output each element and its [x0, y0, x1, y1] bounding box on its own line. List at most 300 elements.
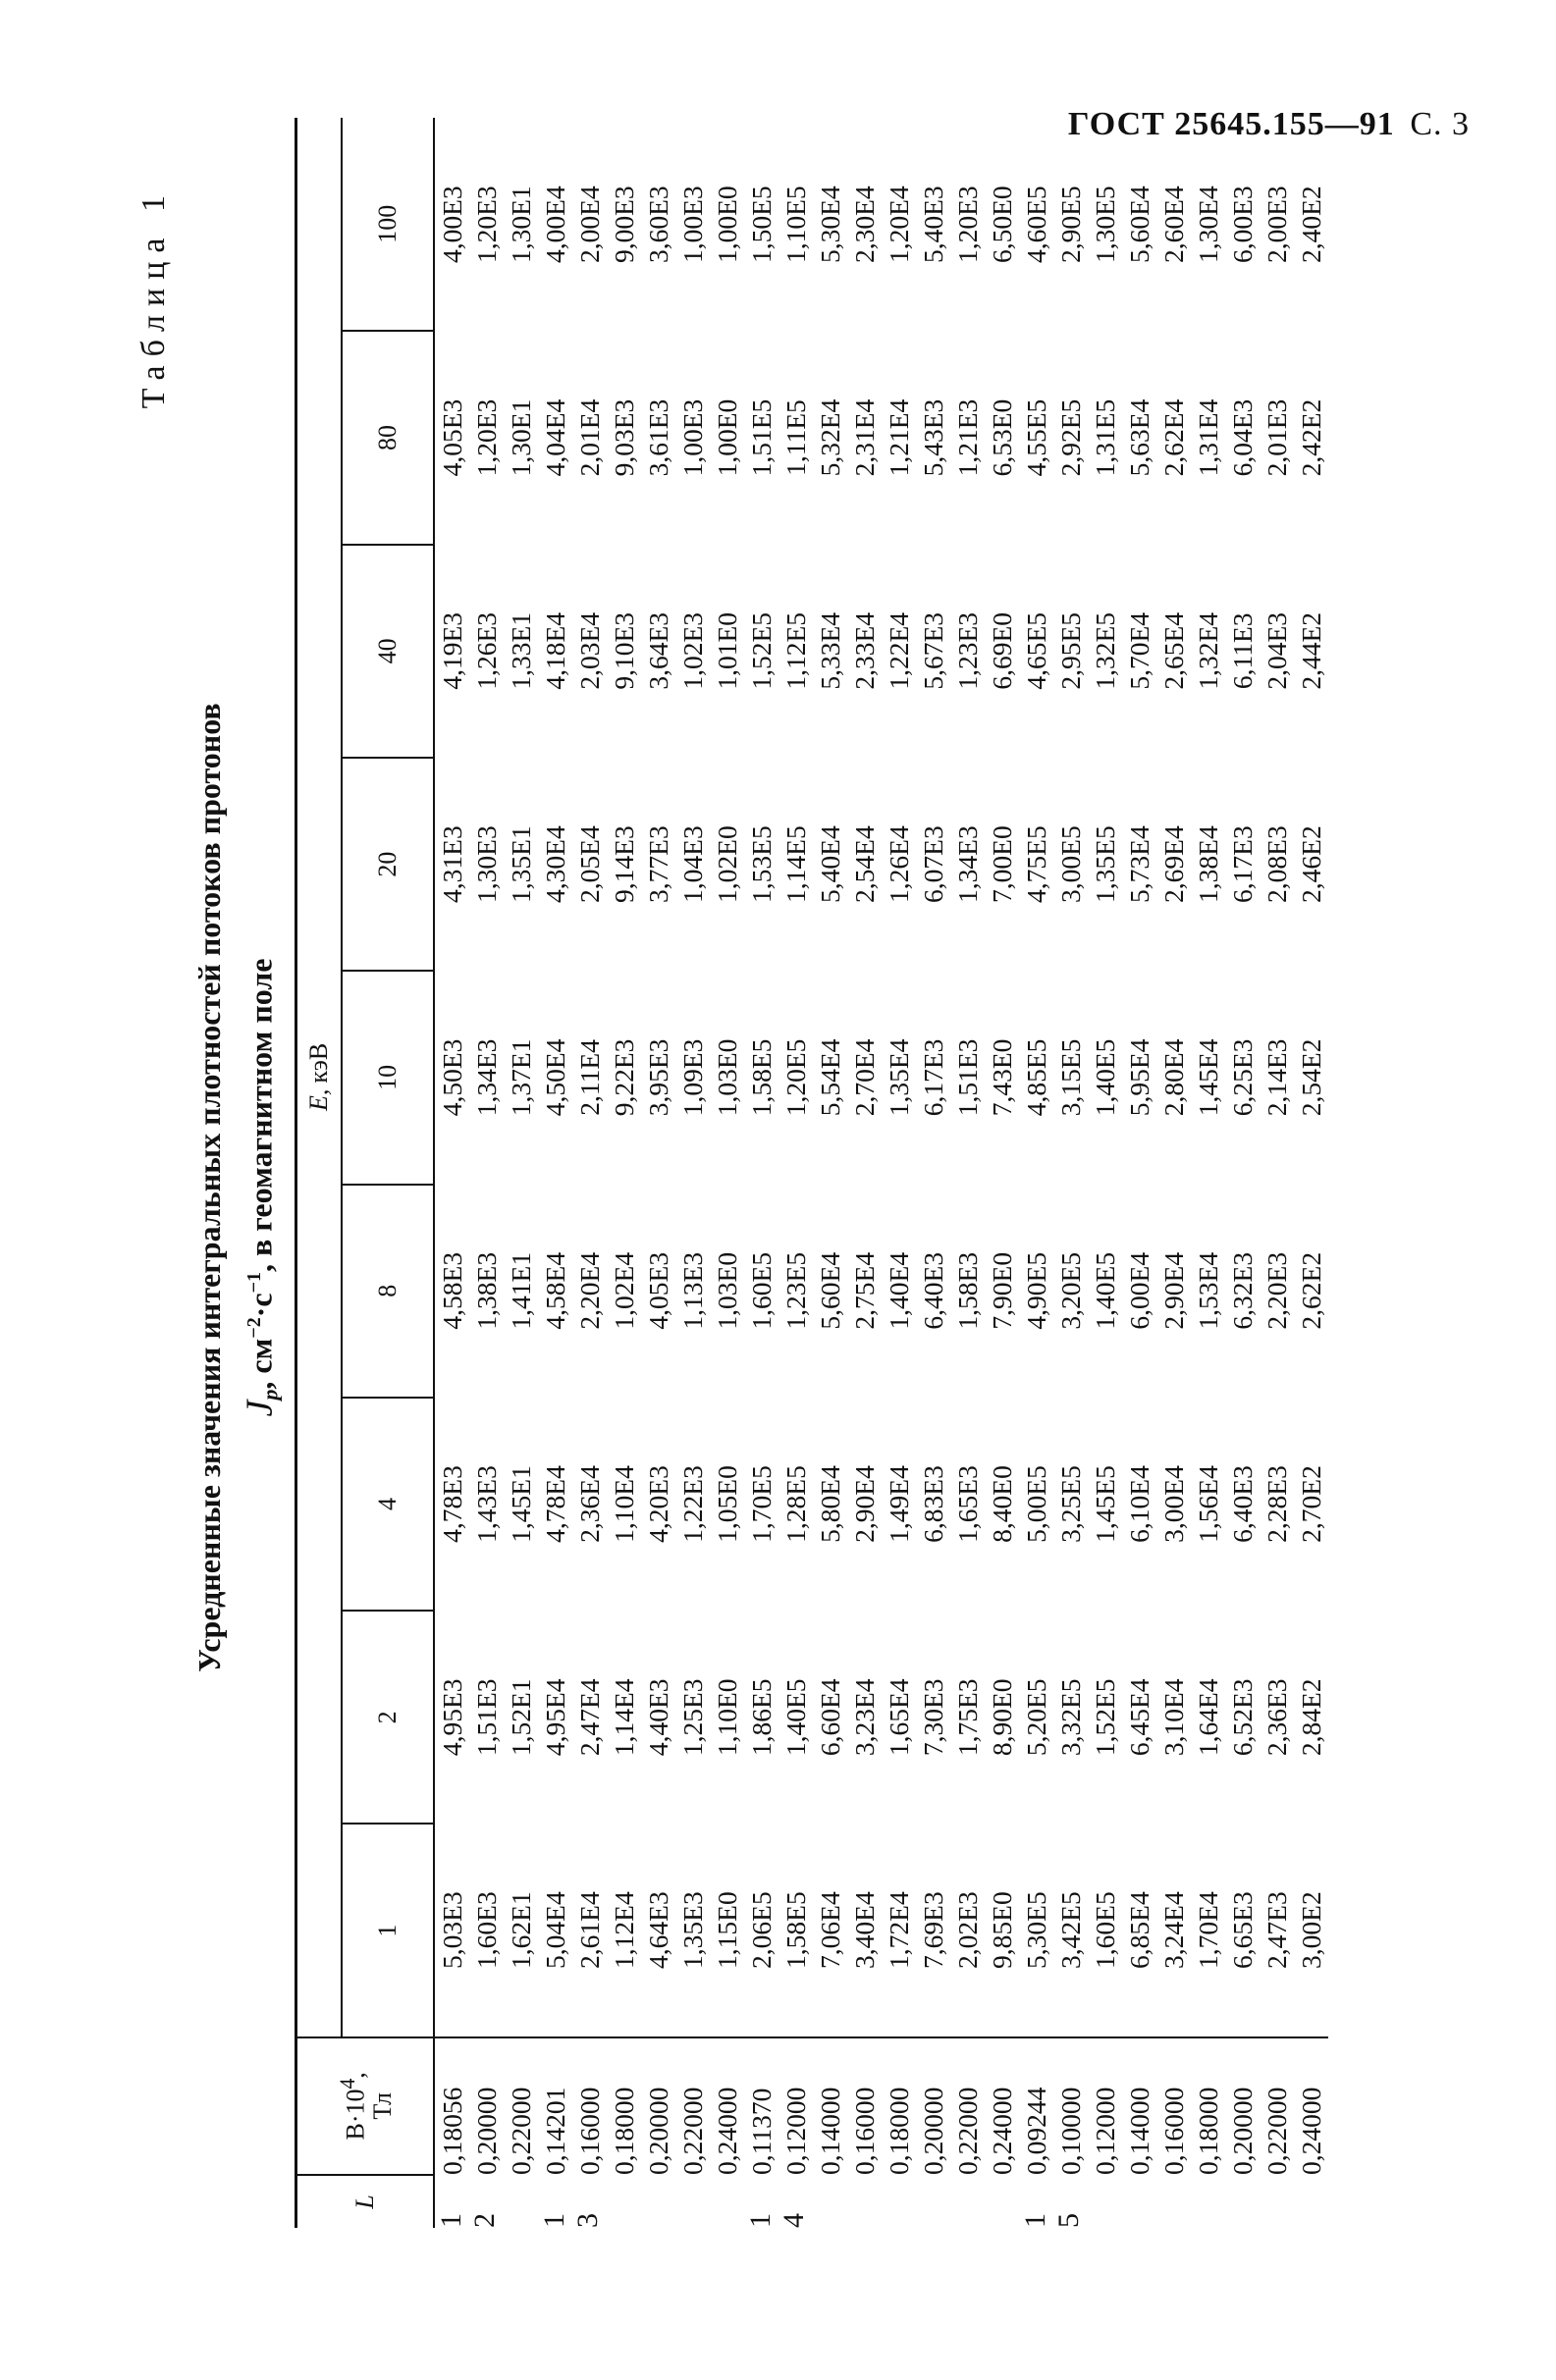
flux-value: 2,47Е3: [1261, 1891, 1292, 1969]
flux-value: 5,40Е3: [918, 185, 948, 264]
caption-line-1: Усредненные значения интегральных плотностей потоков протонов: [191, 703, 227, 1672]
flux-value: 1,26Е3: [471, 611, 502, 690]
flux-value: 1,20Е3: [471, 185, 502, 264]
table-label: Таблица 1: [135, 186, 172, 409]
flux-value: 1,31Е4: [1193, 398, 1223, 477]
b-unit: Тл: [368, 2092, 398, 2120]
energy-header-10: 10: [342, 971, 434, 1184]
flux-value: 1,23Е5: [780, 1251, 811, 1330]
flux-values-cell: [538, 1185, 744, 1398]
flux-value: 2,70Е4: [849, 1038, 880, 1117]
flux-value: 1,26Е4: [884, 825, 914, 903]
flux-value: 4,65Е5: [1021, 611, 1051, 690]
flux-value: 6,04Е3: [1227, 398, 1258, 477]
flux-value: 2,69Е4: [1158, 825, 1189, 903]
flux-value: 7,30Е3: [918, 1678, 948, 1757]
flux-value: 4,00Е3: [437, 185, 467, 264]
proton-flux-table: [295, 118, 1328, 2228]
flux-value: 1,00Е0: [712, 398, 742, 477]
flux-value: 1,58Е5: [746, 1038, 777, 1117]
flux-value: 1,12Е5: [780, 611, 811, 690]
column-header-energy: [296, 118, 343, 2037]
flux-value: 2,40Е2: [1296, 185, 1326, 264]
flux-values-cell: [1019, 331, 1328, 544]
flux-value: 4,55Е5: [1021, 398, 1051, 477]
b-value: 0,18056: [437, 2087, 467, 2175]
energy-header-2: 2: [342, 1611, 434, 1824]
energy-header-4: 4: [342, 1398, 434, 1611]
flux-value: 6,40Е3: [1227, 1465, 1258, 1543]
b-values-cell: [744, 2037, 1019, 2175]
flux-value: 1,72Е4: [884, 1891, 914, 1969]
flux-value: 1,60Е5: [746, 1251, 777, 1330]
flux-values-cell: [744, 1398, 1019, 1611]
flux-value: 4,50Е4: [540, 1038, 570, 1117]
flux-value: 1,02Е4: [609, 1251, 639, 1330]
page-number: С. 3: [1410, 106, 1470, 142]
b-value: 0,18000: [1193, 2087, 1223, 2175]
flux-value: 1,38Е4: [1193, 825, 1223, 903]
flux-value: 2,00Е3: [1261, 185, 1292, 264]
flux-values-cell: [538, 1611, 744, 1824]
flux-value: 1,51Е5: [746, 398, 777, 477]
flux-value: 9,85Е0: [987, 1891, 1017, 1969]
flux-value: 4,00Е4: [540, 185, 570, 264]
flux-value: 9,14Е3: [609, 825, 639, 903]
flux-value: 1,52Е5: [1090, 1678, 1120, 1757]
flux-value: 3,20Е5: [1055, 1251, 1086, 1330]
energy-unit: кэВ: [304, 1042, 333, 1084]
flux-value: 9,22Е3: [609, 1038, 639, 1117]
flux-value: 1,35Е1: [506, 825, 536, 903]
flux-value: 1,02Е0: [712, 825, 742, 903]
flux-value: 2,33Е4: [849, 611, 880, 690]
b-value: 0,20000: [1227, 2087, 1258, 2175]
flux-value: 1,10Е5: [780, 185, 811, 264]
flux-value: 2,90Е5: [1055, 185, 1086, 264]
flux-value: 1,35Е5: [1090, 825, 1120, 903]
flux-value: 4,90Е5: [1021, 1251, 1051, 1330]
flux-value: 1,14Е5: [780, 825, 811, 903]
b-value: 0,22000: [677, 2087, 708, 2175]
b-value: 0,20000: [643, 2087, 673, 2175]
flux-value: 1,45Е5: [1090, 1465, 1120, 1543]
flux-values-cell: [744, 758, 1019, 971]
energy-header-40: 40: [342, 545, 434, 758]
flux-value: 1,58Е3: [952, 1251, 983, 1330]
flux-value: 4,95Е3: [437, 1678, 467, 1757]
flux-value: 2,80Е4: [1158, 1038, 1189, 1117]
flux-value: 1,00Е3: [677, 185, 708, 264]
flux-value: 2,14Е3: [1261, 1038, 1292, 1117]
b-value: 0,16000: [574, 2087, 605, 2175]
caption-exp-2: −1: [243, 1271, 265, 1294]
flux-value: 3,32Е5: [1055, 1678, 1086, 1757]
flux-value: 1,37Е1: [506, 1038, 536, 1117]
b-value: 0,24000: [1296, 2087, 1326, 2175]
flux-value: 4,75Е5: [1021, 825, 1051, 903]
flux-values-cell: [538, 118, 744, 331]
flux-value: 1,51Е3: [952, 1038, 983, 1117]
flux-value: 2,31Е4: [849, 398, 880, 477]
flux-value: 2,01Е4: [574, 398, 605, 477]
caption-symbol: J: [239, 1400, 281, 1417]
flux-value: 2,54Е4: [849, 825, 880, 903]
flux-value: 5,03Е3: [437, 1891, 467, 1969]
column-header-b: [296, 2037, 435, 2175]
table-caption: [187, 118, 294, 2257]
flux-value: 1,30Е1: [506, 398, 536, 477]
flux-value: 6,60Е4: [815, 1678, 845, 1757]
flux-value: 2,36Е4: [574, 1465, 605, 1543]
flux-value: 4,05Е3: [437, 398, 467, 477]
flux-value: 1,49Е4: [884, 1465, 914, 1543]
flux-value: 6,32Е3: [1227, 1251, 1258, 1330]
flux-value: 2,62Е2: [1296, 1251, 1326, 1330]
flux-value: 2,01Е3: [1261, 398, 1292, 477]
flux-value: 4,78Е3: [437, 1465, 467, 1543]
flux-value: 2,05Е4: [574, 825, 605, 903]
flux-value: 1,20Е3: [952, 185, 983, 264]
flux-value: 4,19Е3: [437, 611, 467, 690]
flux-values-cell: [1019, 118, 1328, 331]
flux-value: 5,32Е4: [815, 398, 845, 477]
flux-value: 1,10Е0: [712, 1678, 742, 1757]
flux-value: 1,20Е4: [884, 185, 914, 264]
flux-value: 1,32Е5: [1090, 611, 1120, 690]
flux-value: 1,53Е5: [746, 825, 777, 903]
flux-value: 3,10Е4: [1158, 1678, 1189, 1757]
flux-value: 1,40Е4: [884, 1251, 914, 1330]
flux-values-cell: [744, 971, 1019, 1184]
flux-value: 2,30Е4: [849, 185, 880, 264]
flux-value: 1,05Е0: [712, 1465, 742, 1543]
flux-value: 7,90Е0: [987, 1251, 1017, 1330]
caption-line-2: [232, 118, 294, 2257]
table-row: [434, 118, 538, 2228]
flux-values-cell: [538, 331, 744, 544]
flux-values-cell: [1019, 1824, 1328, 2036]
caption-units-post: , в геомагнитном поле: [242, 958, 279, 1272]
flux-values-cell: [538, 1398, 744, 1611]
flux-values-cell: [744, 331, 1019, 544]
b-values-cell: [538, 2037, 744, 2175]
flux-value: 6,00Е4: [1124, 1251, 1154, 1330]
flux-value: 3,24Е4: [1158, 1891, 1189, 1969]
flux-value: 1,02Е3: [677, 611, 708, 690]
flux-value: 2,47Е4: [574, 1678, 605, 1757]
flux-values-cell: [744, 1611, 1019, 1824]
b-value: 0,10000: [1055, 2087, 1086, 2175]
flux-value: 5,40Е4: [815, 825, 845, 903]
header-row-1: [296, 118, 343, 2228]
flux-value: 6,69Е0: [987, 611, 1017, 690]
flux-value: 5,43Е3: [918, 398, 948, 477]
b-value: 0,18000: [609, 2087, 639, 2175]
flux-value: 2,44Е2: [1296, 611, 1326, 690]
flux-value: 3,25Е5: [1055, 1465, 1086, 1543]
flux-value: 1,40Е5: [1090, 1251, 1120, 1330]
flux-value: 1,11Е5: [780, 399, 811, 476]
b-value: 0,09244: [1021, 2087, 1051, 2175]
flux-value: 9,00Е3: [609, 185, 639, 264]
flux-values-cell: [1019, 1398, 1328, 1611]
flux-value: 4,05Е3: [643, 1251, 673, 1330]
flux-value: 2,03Е4: [574, 611, 605, 690]
flux-value: 2,02Е3: [952, 1891, 983, 1969]
b-value: 0,14000: [815, 2087, 845, 2175]
caption-units-pre: , см: [242, 1338, 279, 1390]
energy-header-100: 100: [342, 118, 434, 331]
flux-value: 1,56Е4: [1193, 1465, 1223, 1543]
flux-value: 5,60Е4: [815, 1251, 845, 1330]
flux-value: 4,04Е4: [540, 398, 570, 477]
l-value: 1 2: [435, 2207, 501, 2228]
flux-value: 1,34Е3: [471, 1038, 502, 1117]
flux-value: 6,85Е4: [1124, 1891, 1154, 1969]
flux-value: 7,43Е0: [987, 1038, 1017, 1117]
flux-values-cell: [1019, 971, 1328, 1184]
flux-value: 6,25Е3: [1227, 1038, 1258, 1117]
b-value: 0,22000: [506, 2087, 536, 2175]
flux-values-cell: [1019, 1185, 1328, 1398]
flux-values-cell: [434, 1398, 538, 1611]
flux-value: 6,50Е0: [987, 185, 1017, 264]
flux-values-cell: [538, 971, 744, 1184]
flux-value: 1,09Е3: [677, 1038, 708, 1117]
flux-values-cell: [744, 545, 1019, 758]
flux-value: 2,61Е4: [574, 1891, 605, 1969]
flux-value: 1,65Е4: [884, 1678, 914, 1757]
flux-value: 4,50Е3: [437, 1038, 467, 1117]
flux-value: 1,10Е4: [609, 1465, 639, 1543]
flux-values-cell: [1019, 758, 1328, 971]
flux-value: 6,52Е3: [1227, 1678, 1258, 1757]
flux-value: 1,30Е5: [1090, 185, 1120, 264]
flux-value: 8,90Е0: [987, 1678, 1017, 1757]
flux-value: 2,20Е4: [574, 1251, 605, 1330]
column-header-l: L: [296, 2175, 435, 2228]
flux-value: 1,60Е5: [1090, 1891, 1120, 1969]
flux-value: 1,22Е3: [677, 1465, 708, 1543]
flux-value: 6,45Е4: [1124, 1678, 1154, 1757]
flux-value: 1,50Е5: [746, 185, 777, 264]
caption-units-mid: ·с: [242, 1293, 279, 1318]
flux-value: 3,00Е2: [1296, 1891, 1326, 1969]
flux-value: 4,18Е4: [540, 611, 570, 690]
flux-value: 1,60Е3: [471, 1891, 502, 1969]
flux-value: 2,42Е2: [1296, 398, 1326, 477]
flux-value: 2,84Е2: [1296, 1678, 1326, 1757]
flux-value: 4,58Е3: [437, 1251, 467, 1330]
flux-value: 1,14Е4: [609, 1678, 639, 1757]
b-label: В·10: [341, 2089, 370, 2141]
flux-values-cell: [538, 758, 744, 971]
flux-value: 5,30Е4: [815, 185, 845, 264]
b-value: 0,12000: [1090, 2087, 1120, 2175]
flux-value: 1,20Е5: [780, 1038, 811, 1117]
flux-value: 3,23Е4: [849, 1678, 880, 1757]
flux-value: 3,60Е3: [643, 185, 673, 264]
flux-value: 2,75Е4: [849, 1251, 880, 1330]
flux-values-cell: [744, 118, 1019, 331]
flux-value: 4,31Е3: [437, 825, 467, 903]
flux-value: 1,21Е4: [884, 398, 914, 477]
flux-values-cell: [434, 1824, 538, 2036]
flux-value: 5,73Е4: [1124, 825, 1154, 903]
table-row: [1019, 118, 1328, 2228]
flux-value: 4,40Е3: [643, 1678, 673, 1757]
flux-value: 5,63Е4: [1124, 398, 1154, 477]
flux-value: 2,90Е4: [849, 1465, 880, 1543]
flux-value: 7,69Е3: [918, 1891, 948, 1969]
b-value: 0,22000: [1261, 2087, 1292, 2175]
flux-value: 1,03Е0: [712, 1251, 742, 1330]
flux-value: 4,20Е3: [643, 1465, 673, 1543]
flux-value: 3,95Е3: [643, 1038, 673, 1117]
flux-value: 3,64Е3: [643, 611, 673, 690]
flux-value: 6,40Е3: [918, 1251, 948, 1330]
flux-value: 1,70Е4: [1193, 1891, 1223, 1969]
flux-value: 1,40Е5: [780, 1678, 811, 1757]
flux-value: 4,30Е4: [540, 825, 570, 903]
flux-value: 1,52Е1: [506, 1678, 536, 1757]
flux-value: 2,06Е5: [746, 1891, 777, 1969]
flux-value: 1,40Е5: [1090, 1038, 1120, 1117]
flux-values-cell: [538, 545, 744, 758]
flux-value: 5,30Е5: [1021, 1891, 1051, 1969]
energy-header-80: 80: [342, 331, 434, 544]
flux-values-cell: [434, 1185, 538, 1398]
flux-value: 2,65Е4: [1158, 611, 1189, 690]
flux-value: 5,20Е5: [1021, 1678, 1051, 1757]
flux-value: 3,40Е4: [849, 1891, 880, 1969]
b-value: 0,24000: [987, 2087, 1017, 2175]
flux-value: 1,15Е0: [712, 1891, 742, 1969]
flux-value: 2,46Е2: [1296, 825, 1326, 903]
table-body: [434, 118, 1328, 2228]
l-value: 1 4: [744, 2207, 810, 2228]
flux-value: 3,42Е5: [1055, 1891, 1086, 1969]
flux-values-cell: [434, 118, 538, 331]
flux-value: 4,58Е4: [540, 1251, 570, 1330]
flux-value: 1,41Е1: [506, 1251, 536, 1330]
b-value: 0,12000: [780, 2087, 811, 2175]
flux-value: 1,70Е5: [746, 1465, 777, 1543]
flux-value: 1,65Е3: [952, 1465, 983, 1543]
b-value: 0,24000: [712, 2087, 742, 2175]
flux-value: 2,62Е4: [1158, 398, 1189, 477]
flux-value: 1,13Е3: [677, 1251, 708, 1330]
b-values-cell: [1019, 2037, 1328, 2175]
table-row: [538, 118, 744, 2228]
caption-exp-1: −2: [243, 1317, 265, 1339]
flux-values-cell: [538, 1824, 744, 2036]
flux-values-cell: [1019, 545, 1328, 758]
flux-value: 5,80Е4: [815, 1465, 845, 1543]
flux-value: 1,62Е1: [506, 1891, 536, 1969]
flux-value: 1,75Е3: [952, 1678, 983, 1757]
flux-value: 6,17Е3: [918, 1038, 948, 1117]
flux-value: 1,45Е1: [506, 1465, 536, 1543]
flux-value: 6,00Е3: [1227, 185, 1258, 264]
b-value: 0,14201: [540, 2087, 570, 2175]
flux-value: 1,20Е3: [471, 398, 502, 477]
flux-value: 6,11Е3: [1227, 612, 1258, 690]
flux-value: 1,30Е3: [471, 825, 502, 903]
flux-value: 5,67Е3: [918, 611, 948, 690]
flux-value: 1,22Е4: [884, 611, 914, 690]
flux-value: 3,00Е4: [1158, 1465, 1189, 1543]
flux-value: 1,12Е4: [609, 1891, 639, 1969]
flux-value: 6,83Е3: [918, 1465, 948, 1543]
flux-value: 5,00Е5: [1021, 1465, 1051, 1543]
flux-value: 6,10Е4: [1124, 1465, 1154, 1543]
flux-value: 4,85Е5: [1021, 1038, 1051, 1117]
flux-value: 1,04Е3: [677, 825, 708, 903]
flux-value: 1,35Е3: [677, 1891, 708, 1969]
flux-values-cell: [1019, 1611, 1328, 1824]
b-value: 0,22000: [952, 2087, 983, 2175]
energy-header-20: 20: [342, 758, 434, 971]
flux-value: 4,78Е4: [540, 1465, 570, 1543]
flux-value: 2,60Е4: [1158, 185, 1189, 264]
flux-value: 6,07Е3: [918, 825, 948, 903]
flux-values-cell: [744, 1824, 1019, 2036]
flux-value: 8,40Е0: [987, 1465, 1017, 1543]
flux-value: 5,95Е4: [1124, 1038, 1154, 1117]
flux-value: 1,28Е5: [780, 1465, 811, 1543]
flux-value: 6,17Е3: [1227, 825, 1258, 903]
flux-value: 2,36Е3: [1261, 1678, 1292, 1757]
b-label-end: ,: [341, 2072, 370, 2079]
flux-value: 1,58Е5: [780, 1891, 811, 1969]
flux-value: 1,00Е3: [677, 398, 708, 477]
b-value: 0,20000: [471, 2087, 502, 2175]
flux-value: 1,31Е5: [1090, 398, 1120, 477]
flux-value: 1,01Е0: [712, 611, 742, 690]
flux-value: 5,54Е4: [815, 1038, 845, 1117]
b-values-cell: [434, 2037, 538, 2175]
flux-value: 2,20Е3: [1261, 1251, 1292, 1330]
flux-value: 1,45Е4: [1193, 1038, 1223, 1117]
b-value: 0,16000: [1158, 2087, 1189, 2175]
l-value: 1 3: [538, 2207, 604, 2228]
flux-value: 5,60Е4: [1124, 185, 1154, 264]
flux-value: 4,60Е5: [1021, 185, 1051, 264]
flux-value: 1,64Е4: [1193, 1678, 1223, 1757]
b-value: 0,16000: [849, 2087, 880, 2175]
flux-value: 2,04Е3: [1261, 611, 1292, 690]
flux-value: 4,64Е3: [643, 1891, 673, 1969]
flux-value: 1,03Е0: [712, 1038, 742, 1117]
flux-value: 1,34Е3: [952, 825, 983, 903]
flux-value: 1,52Е5: [746, 611, 777, 690]
flux-value: 1,51Е3: [471, 1678, 502, 1757]
flux-value: 1,21Е3: [952, 398, 983, 477]
flux-value: 5,70Е4: [1124, 611, 1154, 690]
flux-value: 1,30Е1: [506, 185, 536, 264]
flux-value: 2,95Е5: [1055, 611, 1086, 690]
flux-values-cell: [434, 331, 538, 544]
flux-value: 2,00Е4: [574, 185, 605, 264]
flux-value: 1,43Е3: [471, 1465, 502, 1543]
flux-value: 2,11Е4: [574, 1039, 605, 1116]
l-value: 1 5: [1019, 2207, 1085, 2228]
energy-header-1: 1: [342, 1824, 434, 2036]
b-value: 0,14000: [1124, 2087, 1154, 2175]
flux-value: 7,00Е0: [987, 825, 1017, 903]
